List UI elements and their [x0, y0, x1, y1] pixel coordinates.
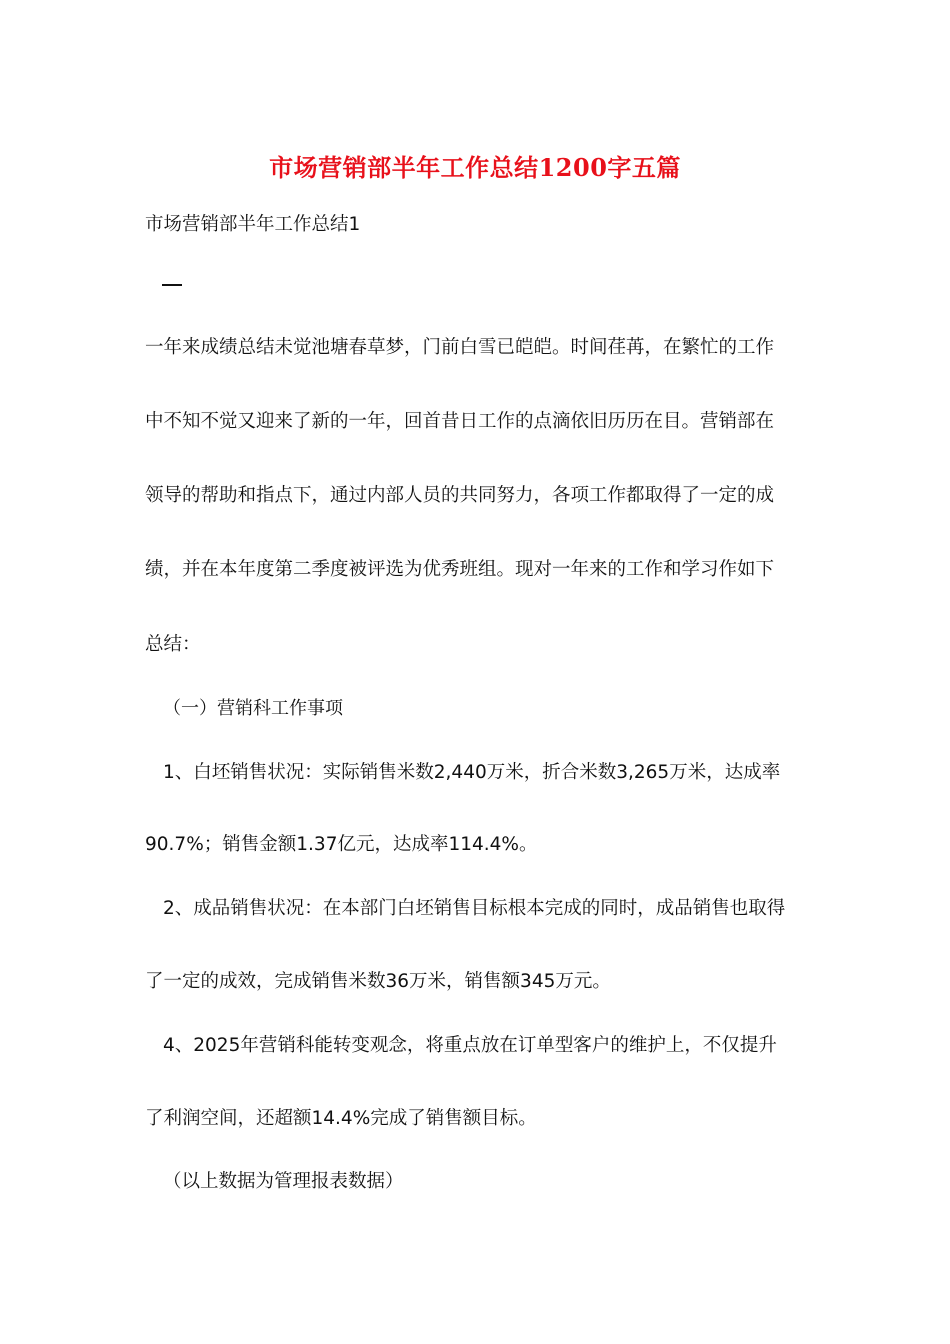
list-item-line: 90.7%；销售金额1.37亿元，达成率114.4%。 — [145, 834, 538, 855]
list-item-line: 了利润空间，还超额14.4%完成了销售额目标。 — [145, 1108, 537, 1129]
paragraph-line: 一年来成绩总结未觉池塘春草梦，门前白雪已皑皑。时间荏苒，在繁忙的工作 — [145, 337, 775, 358]
paragraph-line: 领导的帮助和指点下，通过内部人员的共同努力，各项工作都取得了一定的成 — [145, 485, 775, 506]
paragraph-line: 总结： — [145, 634, 201, 655]
section-divider-dash — [162, 284, 182, 286]
document-title: 市场营销部半年工作总结1200字五篇 — [269, 153, 681, 182]
list-item-line: 4、2025年营销科能转变观念，将重点放在订单型客户的维护上，不仅提升 — [163, 1035, 777, 1056]
list-item-line: 了一定的成效，完成销售米数36万米，销售额345万元。 — [145, 971, 611, 992]
section-heading: 市场营销部半年工作总结1 — [145, 214, 361, 235]
data-source-note: （以上数据为管理报表数据） — [163, 1171, 404, 1192]
list-item-line: 1、白坯销售状况：实际销售米数2,440万米，折合米数3,265万米，达成率 — [163, 762, 781, 783]
paragraph-line: 绩，并在本年度第二季度被评选为优秀班组。现对一年来的工作和学习作如下 — [145, 559, 775, 580]
paragraph-line: 中不知不觉又迎来了新的一年，回首昔日工作的点滴依旧历历在目。营销部在 — [145, 411, 775, 432]
subsection-heading: （一）营销科工作事项 — [163, 698, 343, 719]
list-item-line: 2、成品销售状况：在本部门白坯销售目标根本完成的同时，成品销售也取得 — [163, 898, 786, 919]
